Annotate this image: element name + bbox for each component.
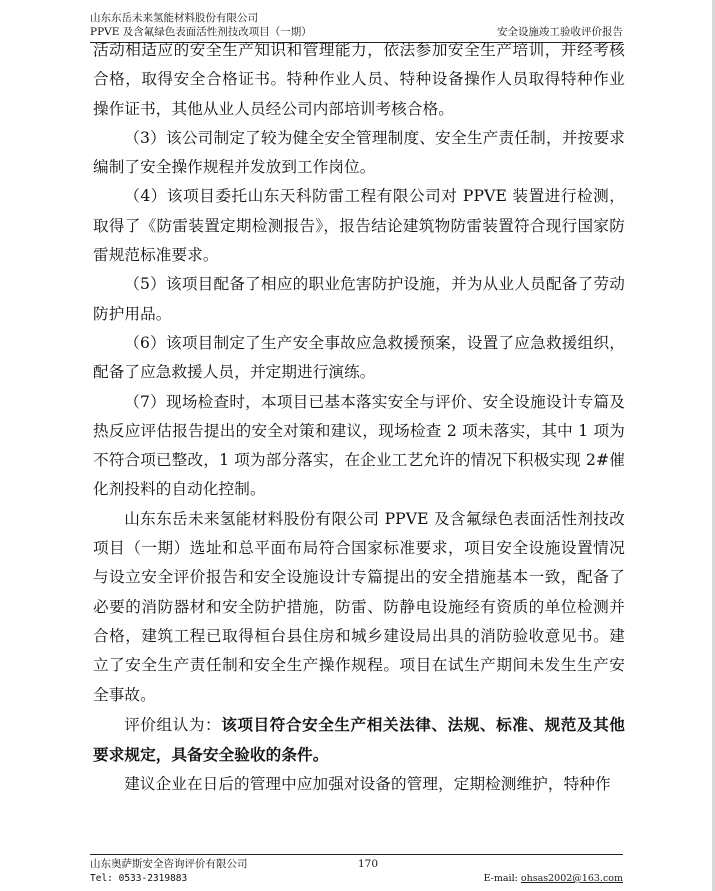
paragraph-item-4: （4）该项目委托山东天科防雷工程有限公司对 PPVE 装置进行检测，取得了《防雷装置定期检测报告》，报告结论建筑物防雷装置符合现行国家防雷规范标准要求。 [93, 187, 625, 265]
paragraph-conclusion [93, 710, 625, 771]
page-footer [90, 854, 623, 887]
footer-company: 山东奥萨斯安全咨询评价有限公司 [90, 858, 248, 870]
paragraph-item-7: （7）现场检查时，本项目已基本落实安全与评价、安全设施设计专篇及热反应评估报告提出的安全对策和建议，现场检查 2 项未落实，其中 1 项为不符合项已整改，1 项为部分落实，在企业工艺允许的情况下积极实现 2#催化剂投料的自动化控制。 [93, 392, 625, 499]
footer-email [484, 872, 623, 885]
page-number: 170 [358, 858, 379, 870]
conclusion-lead: 评价组认为： [124, 715, 222, 734]
header-project: PPVE 及含氟绿色表面活性剂技改项目（一期） [90, 26, 312, 38]
email-label: E-mail: [483, 873, 521, 884]
paragraph-recommendation: 建议企业在日后的管理中应加强对设备的管理，定期检测维护，特种作 [124, 775, 611, 794]
page-body [93, 36, 625, 800]
paragraph-training: 活动相适应的安全生产知识和管理能力，依法参加安全生产培训，并经考核合格，取得安全合格证书。特种作业人员、特种设备操作人员取得特种作业操作证书，其他从业人员经公司内部培训考核合格。 [93, 41, 625, 118]
header-report-title: 安全设施竣工验收评价报告 [497, 26, 623, 38]
conclusion-statement: 该项目符合安全生产相关法律、法规、标准、规范及其他要求规定，具备安全验收的条件。 [93, 714, 625, 765]
header-company: 山东东岳未来氢能材料股份有限公司 [90, 12, 258, 24]
paragraph-item-3: （3）该公司制定了较为健全安全管理制度、安全生产责任制，并按要求编制了安全操作规程并发放到工作岗位。 [93, 128, 625, 177]
footer-tel: Tel: 0533-2319883 [90, 873, 188, 884]
email-link[interactable]: ohsas2002@163.com [520, 873, 623, 884]
paragraph-summary: 山东东岳未来氢能材料股份有限公司 PPVE 及含氟绿色表面活性剂技改项目（一期）选址和总平面布局符合国家标准要求，项目安全设施设置情况与设立安全评价报告和安全设施设计专篇提出的安全措施基本一致，配备了必要的消防器材和安全防护措施，防雷、防静电设施经有资质的单位检测并合格，建筑工程已取得桓台县住房和城乡建设局出具的消防验收意见书。建立了安全生产责任制和安全生产操作规程。项目在试生产期间未发生生产安全事故。 [93, 509, 625, 704]
paragraph-item-6: （6）该项目制定了生产安全事故应急救援预案，设置了应急救援组织，配备了应急救援人员，并定期进行演练。 [93, 333, 625, 382]
paragraph-item-5: （5）该项目配备了相应的职业危害防护设施，并为从业人员配备了劳动防护用品。 [93, 275, 625, 323]
